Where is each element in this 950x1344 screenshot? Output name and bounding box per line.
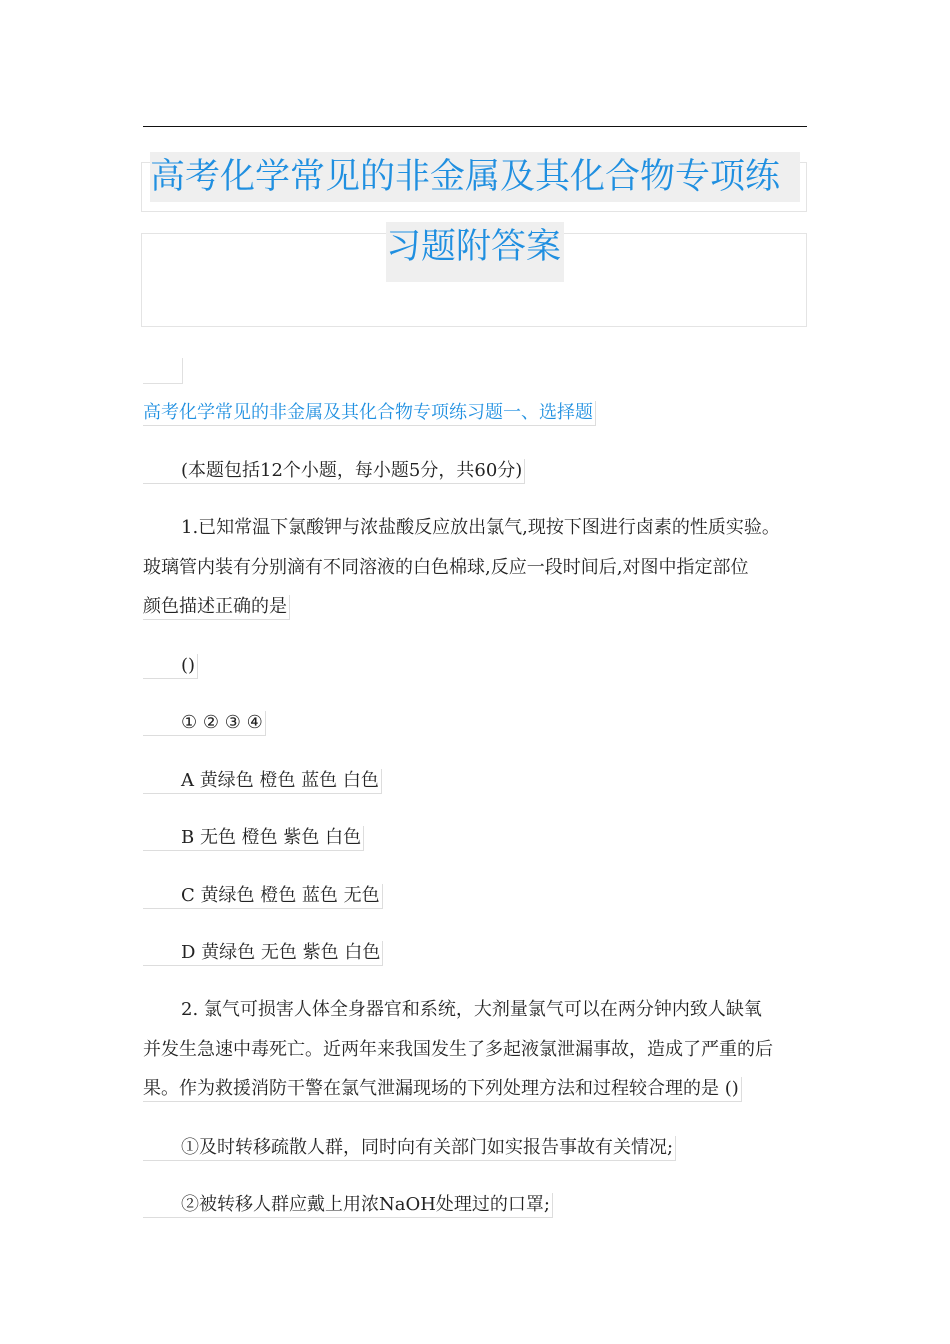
header-rule: [143, 126, 807, 127]
empty-paragraph-box: [143, 358, 183, 384]
q1-line-3: 颜色描述正确的是: [143, 595, 290, 620]
q1-positions: ① ② ③ ④: [143, 711, 266, 736]
q1-option-a: A 黄绿色 橙色 蓝色 白色: [143, 769, 382, 794]
q1-answer-paren: (): [143, 654, 198, 679]
page-title-line-1: 高考化学常见的非金属及其化合物专项练: [150, 152, 800, 202]
page-title-line-2: 习题附答案: [386, 222, 564, 282]
q1-line-2: 玻璃管内装有分别滴有不同溶液的白色棉球,反应一段时间后,对图中指定部位: [143, 557, 749, 578]
q2-line-1: 2. 氯气可损害人体全身器官和系统，大剂量氯气可以在两分钟内致人缺氧: [181, 999, 762, 1020]
q1-option-c: C 黄绿色 橙色 蓝色 无色: [143, 884, 383, 909]
section-note: (本题包括12个小题，每小题5分，共60分): [143, 459, 525, 484]
q1-option-d: D 黄绿色 无色 紫色 白色: [143, 941, 383, 966]
section-heading: 高考化学常见的非金属及其化合物专项练习题一、选择题: [143, 401, 596, 426]
q2-item-1: ①及时转移疏散人群，同时向有关部门如实报告事故有关情况;: [143, 1136, 676, 1161]
q2-item-2: ②被转移人群应戴上用浓NaOH处理过的口罩;: [143, 1193, 553, 1218]
q1-option-b: B 无色 橙色 紫色 白色: [143, 826, 364, 851]
q2-line-2: 并发生急速中毒死亡。近两年来我国发生了多起液氯泄漏事故，造成了严重的后: [143, 1039, 773, 1060]
q1-line-1: 1.已知常温下氯酸钾与浓盐酸反应放出氯气,现按下图进行卤素的性质实验。: [181, 517, 780, 538]
q2-line-3: 果。作为救援消防干警在氯气泄漏现场的下列处理方法和过程较合理的是 (): [143, 1077, 742, 1102]
